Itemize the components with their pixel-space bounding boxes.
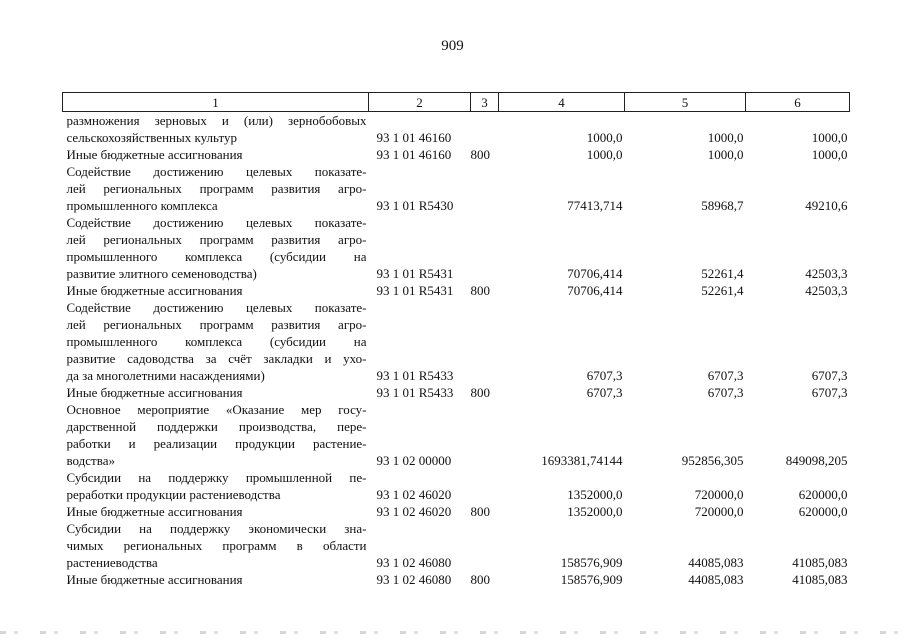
row-value-col6: 6707,3 bbox=[811, 385, 848, 400]
column-header-3: 3 bbox=[471, 93, 499, 112]
row-expense-type bbox=[471, 112, 499, 147]
row-expense-type bbox=[471, 214, 499, 282]
row-value-col5: 1000,0 bbox=[707, 147, 744, 162]
header-row bbox=[63, 93, 850, 112]
row-code: 93 1 02 46020 bbox=[376, 504, 452, 519]
table-row bbox=[63, 384, 850, 401]
row-name-line: дарственной поддержки производства, пере- bbox=[66, 419, 367, 434]
row-value-col5: 720000,0 bbox=[694, 504, 744, 519]
row-name-line: Иные бюджетные ассигнования bbox=[66, 572, 243, 587]
row-expense-type: 800 bbox=[470, 147, 490, 162]
row-code: 93 1 02 46080 bbox=[376, 572, 452, 587]
row-name-line: развитие садоводства за счёт закладки и ухо- bbox=[66, 351, 367, 366]
row-name-line: да за многолетними насаждениями) bbox=[66, 368, 265, 383]
row-code: 93 1 02 46020 bbox=[376, 487, 452, 502]
row-value-col5: 720000,0 bbox=[694, 487, 744, 502]
row-value-col6: 620000,0 bbox=[798, 504, 848, 519]
row-code: 93 1 01 R5433 bbox=[376, 385, 454, 400]
row-name-line: промышленного комплекса (субсидии на bbox=[66, 334, 367, 349]
row-name-line: промышленного комплекса bbox=[66, 198, 218, 213]
row-value-col4: 70706,414 bbox=[567, 266, 623, 281]
row-value-col4: 1352000,0 bbox=[567, 504, 623, 519]
row-value-col6: 1000,0 bbox=[811, 147, 848, 162]
row-value-col5: 58968,7 bbox=[701, 198, 744, 213]
column-header-4: 4 bbox=[499, 93, 625, 112]
row-name-line: развитие элитного семеноводства) bbox=[66, 266, 257, 281]
row-name-line: чимых региональных программ в области bbox=[66, 538, 367, 553]
table-body bbox=[63, 112, 850, 589]
row-name-line: сельскохозяйственных культур bbox=[66, 130, 237, 145]
row-name-line: лей региональных программ развития агро- bbox=[66, 181, 367, 196]
row-code: 93 1 02 00000 bbox=[376, 453, 452, 468]
table-row bbox=[63, 214, 850, 282]
row-value-col6: 41085,083 bbox=[792, 555, 848, 570]
row-code: 93 1 01 R5431 bbox=[376, 266, 454, 281]
row-name bbox=[63, 146, 369, 163]
row-value-col4: 158576,909 bbox=[560, 572, 623, 587]
row-name bbox=[63, 503, 369, 520]
row-name bbox=[63, 401, 369, 469]
row-name-line: Содействие достижению целевых показате- bbox=[66, 300, 367, 315]
row-code: 93 1 01 46160 bbox=[376, 130, 452, 145]
row-name-line: Иные бюджетные ассигнования bbox=[66, 283, 243, 298]
row-name-line: Иные бюджетные ассигнования bbox=[66, 147, 243, 162]
row-code: 93 1 01 R5433 bbox=[376, 368, 454, 383]
row-value-col6: 849098,205 bbox=[785, 453, 848, 468]
row-code: 93 1 02 46080 bbox=[376, 555, 452, 570]
row-value-col6: 42503,3 bbox=[805, 266, 848, 281]
row-value-col5: 44085,083 bbox=[688, 572, 744, 587]
row-value-col5: 6707,3 bbox=[707, 385, 744, 400]
row-name-line: Содействие достижению целевых показате- bbox=[66, 215, 367, 230]
row-value-col4: 6707,3 bbox=[586, 368, 623, 383]
row-value-col5: 52261,4 bbox=[701, 266, 744, 281]
row-value-col4: 1352000,0 bbox=[567, 487, 623, 502]
row-value-col6: 620000,0 bbox=[798, 487, 848, 502]
row-name bbox=[63, 282, 369, 299]
table-row bbox=[63, 112, 850, 147]
row-expense-type: 800 bbox=[470, 572, 490, 587]
row-expense-type bbox=[471, 299, 499, 384]
scan-edge-noise bbox=[0, 631, 905, 634]
column-header-5: 5 bbox=[625, 93, 746, 112]
row-name-line: Основное мероприятие «Оказание мер госу- bbox=[66, 402, 367, 417]
row-value-col4: 158576,909 bbox=[560, 555, 623, 570]
row-value-col5: 44085,083 bbox=[688, 555, 744, 570]
row-name-line: реработки продукции растениеводства bbox=[66, 487, 281, 502]
row-name-line: лей региональных программ развития агро- bbox=[66, 232, 367, 247]
row-name-line: растениеводства bbox=[66, 555, 158, 570]
row-expense-type bbox=[471, 469, 499, 503]
column-header-1: 1 bbox=[63, 93, 369, 112]
row-value-col6: 6707,3 bbox=[811, 368, 848, 383]
row-name-line: Содействие достижению целевых показате- bbox=[66, 164, 367, 179]
row-code: 93 1 01 R5430 bbox=[376, 198, 454, 213]
row-name-line: лей региональных программ развития агро- bbox=[66, 317, 367, 332]
row-name bbox=[63, 214, 369, 282]
budget-table bbox=[62, 92, 850, 588]
table-row bbox=[63, 282, 850, 299]
row-name-line: промышленного комплекса (субсидии на bbox=[66, 249, 367, 264]
row-value-col5: 1000,0 bbox=[707, 130, 744, 145]
row-name-line: Субсидии на поддержку экономически зна- bbox=[66, 521, 367, 536]
row-value-col6: 42503,3 bbox=[805, 283, 848, 298]
table-row bbox=[63, 520, 850, 571]
table-row bbox=[63, 469, 850, 503]
row-value-col6: 41085,083 bbox=[792, 572, 848, 587]
row-name-line: работки и реализации продукции растение- bbox=[66, 436, 367, 451]
row-value-col4: 6707,3 bbox=[586, 385, 623, 400]
row-value-col4: 1000,0 bbox=[586, 130, 623, 145]
table-header bbox=[63, 93, 850, 112]
row-expense-type: 800 bbox=[470, 504, 490, 519]
column-header-6: 6 bbox=[746, 93, 850, 112]
row-value-col6: 49210,6 bbox=[805, 198, 848, 213]
row-value-col4: 1000,0 bbox=[586, 147, 623, 162]
row-value-col6: 1000,0 bbox=[811, 130, 848, 145]
row-name bbox=[63, 299, 369, 384]
row-name-line: размножения зерновых и (или) зернобобовых bbox=[66, 113, 367, 128]
row-value-col5: 52261,4 bbox=[701, 283, 744, 298]
table-row bbox=[63, 299, 850, 384]
row-name-line: Иные бюджетные ассигнования bbox=[66, 504, 243, 519]
row-expense-type: 800 bbox=[470, 283, 490, 298]
column-header-2: 2 bbox=[369, 93, 471, 112]
row-name bbox=[63, 520, 369, 571]
table-row bbox=[63, 163, 850, 214]
row-name-line: Иные бюджетные ассигнования bbox=[66, 385, 243, 400]
table-row bbox=[63, 503, 850, 520]
row-expense-type bbox=[471, 401, 499, 469]
row-value-col4: 77413,714 bbox=[567, 198, 623, 213]
row-code: 93 1 01 R5431 bbox=[376, 283, 454, 298]
row-value-col5: 6707,3 bbox=[707, 368, 744, 383]
table-row bbox=[63, 146, 850, 163]
row-name bbox=[63, 571, 369, 588]
row-expense-type: 800 bbox=[470, 385, 490, 400]
row-name bbox=[63, 384, 369, 401]
table-row bbox=[63, 571, 850, 588]
row-value-col5: 952856,305 bbox=[681, 453, 744, 468]
row-name bbox=[63, 163, 369, 214]
page-number: 909 bbox=[441, 38, 464, 54]
row-name bbox=[63, 469, 369, 503]
row-name-line: Субсидии на поддержку промышленной пе- bbox=[66, 470, 367, 485]
row-expense-type bbox=[471, 163, 499, 214]
row-name bbox=[63, 112, 369, 147]
row-value-col4: 70706,414 bbox=[567, 283, 623, 298]
row-code: 93 1 01 46160 bbox=[376, 147, 452, 162]
row-name-line: водства» bbox=[66, 453, 115, 468]
row-value-col4: 1693381,74144 bbox=[541, 453, 623, 468]
row-expense-type bbox=[471, 520, 499, 571]
table-row bbox=[63, 401, 850, 469]
